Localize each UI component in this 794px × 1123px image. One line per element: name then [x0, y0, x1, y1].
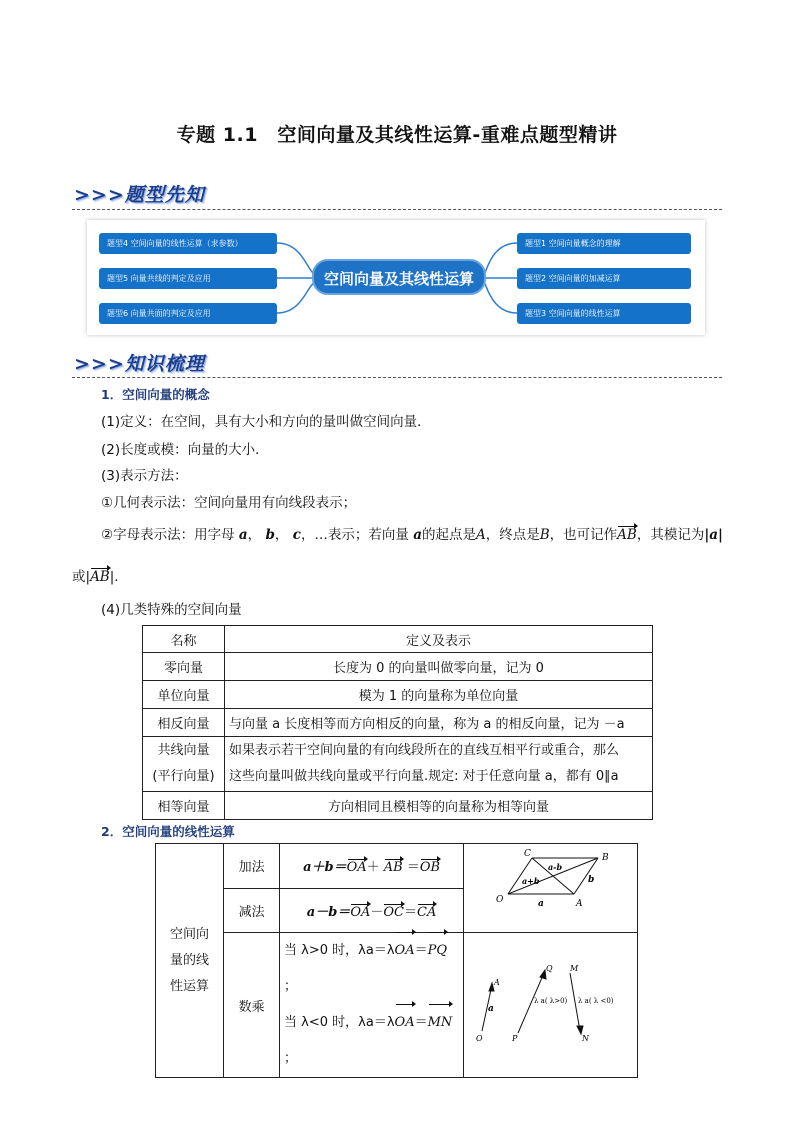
vector-oa: OA [350, 904, 371, 920]
definition-text: (1)定义：在空间，具有大小和方向的量叫做空间向量． [101, 414, 431, 430]
vector-mn: MN [428, 1005, 453, 1041]
text: ＝ [402, 860, 420, 876]
section-banner-knowledge: >>>知识梳理 [74, 353, 205, 375]
table-row [156, 933, 638, 1078]
label-c: C [523, 849, 531, 859]
sub-expression [280, 888, 464, 933]
group-label [156, 844, 224, 1078]
vector-oa: OA [395, 933, 415, 969]
text: ＝ [403, 904, 417, 920]
table-cell [225, 737, 653, 792]
table-cell: 模为 1 的向量称为单位向量 [225, 681, 653, 709]
table-cell-line: 这些向量叫做共线向量或平行向量.规定: 对于任意向量 a，都有 0∥a [229, 769, 619, 784]
text: ＋ [366, 860, 384, 876]
geometric-representation: ①几何表示法：空间向量用有向线段表示； [101, 495, 357, 511]
table-cell: 长度为 0 的向量叫做零向量，记为 0 [225, 653, 653, 681]
label-m: M [569, 964, 578, 973]
text: ； [284, 979, 298, 994]
text: | [85, 569, 91, 585]
label-p: P [511, 1034, 517, 1043]
section-heading-concept: 1．空间向量的概念 [101, 387, 210, 402]
label-a-plus-b: a+b [521, 876, 540, 886]
table-row [143, 681, 653, 709]
table-row [143, 792, 653, 820]
table-row [143, 626, 653, 653]
parallelogram-diagram [466, 844, 636, 928]
label-vec-a: a [537, 899, 544, 909]
text: ，其模记为 [636, 527, 705, 543]
table-header: 定义及表示 [225, 626, 653, 653]
vector-ab: AB [90, 569, 110, 585]
text: 当 λ<0 时，λa＝λ [284, 1015, 395, 1030]
vector-oc: OC [383, 904, 404, 920]
label-q: Q [545, 964, 553, 973]
text: ②字母表示法：用字母 [101, 527, 235, 543]
scalar-mult-diagram [466, 961, 636, 1045]
letter-representation [101, 523, 723, 543]
vector-a: a [413, 527, 422, 543]
text: 空间向 [170, 926, 210, 942]
text: a＋b＝ [303, 860, 347, 876]
parallelogram-figure [464, 844, 638, 933]
add-label: 加法 [224, 844, 280, 889]
text: ＝ [414, 1015, 428, 1030]
text: |. [109, 569, 119, 585]
text: ； [284, 1051, 298, 1066]
special-vectors-heading: (4)几类特殊的空间向量 [101, 602, 242, 618]
vector-ab: AB [383, 860, 403, 876]
letter-representation-cont [72, 565, 119, 585]
mul-line-negative [284, 1005, 459, 1077]
divider [72, 377, 722, 378]
table-header: 名称 [143, 626, 225, 653]
table-cell: 相反向量 [143, 709, 225, 737]
vector-a: a [238, 527, 248, 543]
text: ，终点是 [485, 527, 540, 543]
text: － [370, 904, 384, 920]
label-o: O [495, 895, 503, 905]
table-cell: 共线向量 (平行向量) [143, 737, 225, 792]
text: 性运算 [170, 978, 210, 994]
label-vec-b: b [587, 875, 594, 885]
mul-expression [280, 933, 464, 1078]
vector-oa: OA [346, 860, 367, 876]
vector-pq: PQ [428, 933, 447, 969]
section-heading-linear-ops: 2．空间向量的线性运算 [101, 824, 235, 839]
point-b: B [539, 527, 550, 543]
text: 当 λ>0 时，λa＝λ [284, 943, 395, 958]
label-n: N [581, 1034, 589, 1043]
text: ，也可记作 [549, 527, 618, 543]
section-banner-preview: >>>题型先知 [74, 184, 205, 206]
mindmap-node-type2: 题型2 空间向量的加减运算 [517, 268, 691, 289]
vector-ca: CA [417, 904, 437, 920]
table-row [143, 653, 653, 681]
vector-b: b [265, 527, 275, 543]
vector-c: c [292, 527, 301, 543]
scalar-mult-figure [464, 933, 638, 1078]
representation-text: (3)表示方法： [101, 468, 188, 484]
mindmap-node-type6: 题型6 向量共面的判定及应用 [99, 303, 277, 324]
linear-ops-table [155, 843, 638, 1078]
label-lambda-negative: λ a( λ <0) [577, 997, 614, 1005]
mindmap [87, 220, 705, 335]
table-cell: 方向相同且模相等的向量称为相等向量 [225, 792, 653, 820]
mindmap-node-type3: 题型3 空间向量的线性运算 [517, 303, 691, 324]
point-a: A [475, 527, 486, 543]
sub-label: 减法 [224, 888, 280, 933]
text: 的起点是 [421, 527, 476, 543]
text: ，…表示；若向量 [300, 527, 409, 543]
mindmap-node-type5: 题型5 向量共线的判定及应用 [99, 268, 277, 289]
table-cell: 单位向量 [143, 681, 225, 709]
label-lambda-positive: λ a( λ>0) [533, 997, 567, 1005]
text: ， [274, 527, 289, 543]
label-a: A [575, 899, 583, 909]
label-vec-a: a [487, 1004, 494, 1014]
mul-line-positive [284, 933, 459, 1005]
label-b: B [601, 853, 609, 863]
special-vectors-table [142, 625, 653, 820]
text: 量的线 [170, 952, 210, 968]
vector-ob: OB [419, 860, 441, 876]
text: ＝ [414, 943, 428, 958]
modulus-a: |a| [704, 527, 723, 543]
label-a: A [493, 978, 500, 987]
mindmap-node-type1: 题型1 空间向量概念的理解 [517, 233, 691, 254]
table-cell: 相等向量 [143, 792, 225, 820]
table-cell: 零向量 [143, 653, 225, 681]
mindmap-center: 空间向量及其线性运算 [312, 259, 486, 295]
add-expression [280, 844, 464, 889]
table-cell-line: 如果表示若干空间向量的有向线段所在的直线互相平行或重合，那么 [229, 743, 620, 758]
vector-ab: AB [617, 527, 637, 543]
mindmap-node-type4: 题型4 空间向量的线性运算（求参数） [99, 233, 277, 254]
table-row [143, 709, 653, 737]
table-row [156, 844, 638, 889]
mul-label: 数乘 [224, 933, 280, 1078]
text: a－b＝ [306, 904, 351, 920]
text: ， [247, 527, 262, 543]
text: 或 [72, 569, 86, 585]
table-row [143, 737, 653, 792]
vector-oa: OA [395, 1005, 415, 1041]
page-title: 专题 1.1 空间向量及其线性运算-重难点题型精讲 [176, 124, 618, 146]
divider [72, 209, 722, 210]
label-o: O [475, 1034, 483, 1043]
table-cell: 与向量 a 长度相等而方向相反的向量，称为 a 的相反向量，记为 －a [225, 709, 653, 737]
label-a-minus-b: a-b [547, 862, 562, 872]
length-text: (2)长度或模：向量的大小． [101, 442, 269, 458]
